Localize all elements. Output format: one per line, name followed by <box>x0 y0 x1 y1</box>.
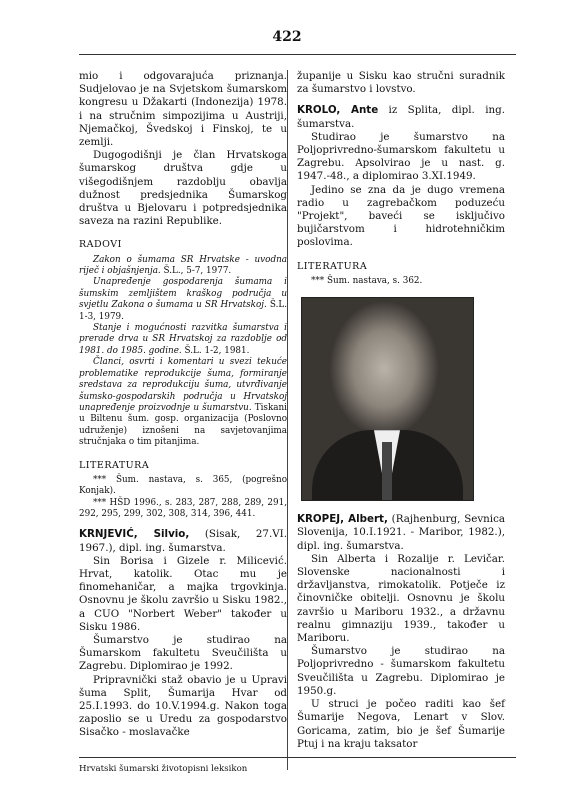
paragraph: Sin Borisa i Gizele r. Milicević. Hrvat, katolik. Otac mu je finomehaničar, a majka trgovkinja. Osnovnu je školu završio u Sisku 1982., a CUO "Norbert Weber" također u Sisku 1986. <box>79 554 287 633</box>
entry-heading: KROPEJ, Albert, (Rajhenburg, Sevnica Slovenija, 10.I.1921. - Maribor, 1982.), dipl. ing. šumarstva. <box>297 513 505 552</box>
paragraph: U struci je počeo raditi kao šef Šumarije Negova, Lenart v Slov. Goricama, zatim, bio je šef Šumarije Ptuj i na kraju taksator <box>297 698 505 750</box>
entry-name: KRNJEVIĆ, Silvio, <box>79 528 190 541</box>
paragraph: Dugogodišnji je član Hrvatskoga šumarskog društva gdje u višegodišnjem razdoblju obavlja dužnost predsjednika Šumarskog društva u Bjelovaru i potpredsjednika saveza na razini Republike. <box>79 149 287 228</box>
literature-heading: LITERATURA <box>79 459 150 471</box>
footer-rule <box>79 757 516 758</box>
header-rule <box>79 54 516 55</box>
paragraph: Jedino se zna da je dugo vremena radio u zagrebačkom poduzeću "Projekt", baveći se isključivo bujičarstvom i hidrotehničkim poslovima. <box>297 183 505 249</box>
work-item: Unapređenje gospodarenja šumama i šumskim zemljištem kraškog područja u svjetlu Zakona o šumama u SR Hrvatskoj. Š.L. 1-3, 1979. <box>79 277 288 322</box>
portrait-photo <box>301 297 474 501</box>
work-item: Stanje i mogućnosti razvitka šumarstva i prerade drva u SR Hrvatskoj za razdoblje od 1981. do 1985. godine. Š.L. 1-2, 1981. <box>79 323 287 356</box>
paragraph: Šumarstvo je studirao na Šumarskom fakultetu Sveučilišta u Zagrebu. Diplomirao je 1992. <box>79 634 287 673</box>
work-item: Članci, osvrti i komentari u svezi tekuće problematike reprodukcije šuma, formiranje sredstava za reprodukciju šuma, utvrđivanje šumsko-gospodarskih područja u Hrvatskoj unapređenje proizvodnje u šumarstvu. Tiskani u Biltenu šum. gosp. organizacija (Poslovno udruženje) iznošeni na savjetovanjima stručnjaka o tim pitanjima. <box>79 357 287 448</box>
literature-heading: LITERATURA <box>297 260 368 272</box>
work-item: Zakon o šumama SR Hrvatske - uvodna riječ i objašnjenja. Š.L., 5-7, 1977. <box>79 254 287 277</box>
footer-text: Hrvatski šumarski životopisni leksikon <box>79 764 248 774</box>
left-column <box>79 70 287 740</box>
entry-heading: KRNJEVIĆ, Silvio, (Sisak, 27.VI. 1967.), dipl. ing. šumarstva. <box>79 528 287 554</box>
literature-item: *** Šum. nastava, s. 362. <box>311 275 423 286</box>
paragraph: mio i odgovarajuća priznanja. Sudjelovao je na Svjetskom šumarskom kongresu u Džakarti (Indonezija) 1978. i na stručnim simpozijima u Austriji, Njemačkoj, Švedskoj i Finskoj, te u zemlji. <box>79 70 287 149</box>
portrait-tie <box>382 442 392 500</box>
paragraph: županije u Sisku kao stručni suradnik za šumarstvo i lovstvo. <box>297 70 505 96</box>
entry-heading: KROLO, Ante iz Splita, dipl. ing. šumarstva. <box>297 104 505 130</box>
column-divider <box>287 70 288 770</box>
paragraph: Sin Alberta i Rozalije r. Levičar. Slovenske nacionalnosti i državljanstva, rimokatolik. Potječe iz činovničke obitelji. Osnovnu je školu završio u Mariboru 1932., a državnu realnu gimnaziju 1939., također u Mariboru. <box>297 552 505 645</box>
page-number: 422 <box>272 29 302 45</box>
literature-item: *** Šum. nastava, s. 365, (pogrešno Konjak). <box>79 474 287 497</box>
literature-item: *** HŠD 1996., s. 283, 287, 288, 289, 291, 292, 295, 299, 302, 308, 314, 396, 441. <box>79 497 287 519</box>
works-heading: RADOVI <box>79 239 122 251</box>
entry-name: KROPEJ, Albert, <box>297 513 388 526</box>
right-column <box>297 70 505 751</box>
paragraph: Pripravnički staž obavio je u Upravi šuma Split, Šumarija Hvar od 25.I.1993. do 10.V.1994.g. Nakon toga zaposlio se u Uredu za gospodarstvo Sisačko - moslavačke <box>79 673 287 739</box>
paragraph: Šumarstvo je studirao na Poljoprivredno - šumarskom fakultetu Sveučilišta u Zagrebu. Diplomirao je 1950.g. <box>297 645 505 697</box>
paragraph: Studirao je šumarstvo na Poljoprivredno-šumarskom fakultetu u Zagrebu. Apsolvirao je u nast. g. 1947.-48., a diplomirao 3.XI.1949. <box>297 130 505 183</box>
entry-name: KROLO, Ante <box>297 104 379 117</box>
